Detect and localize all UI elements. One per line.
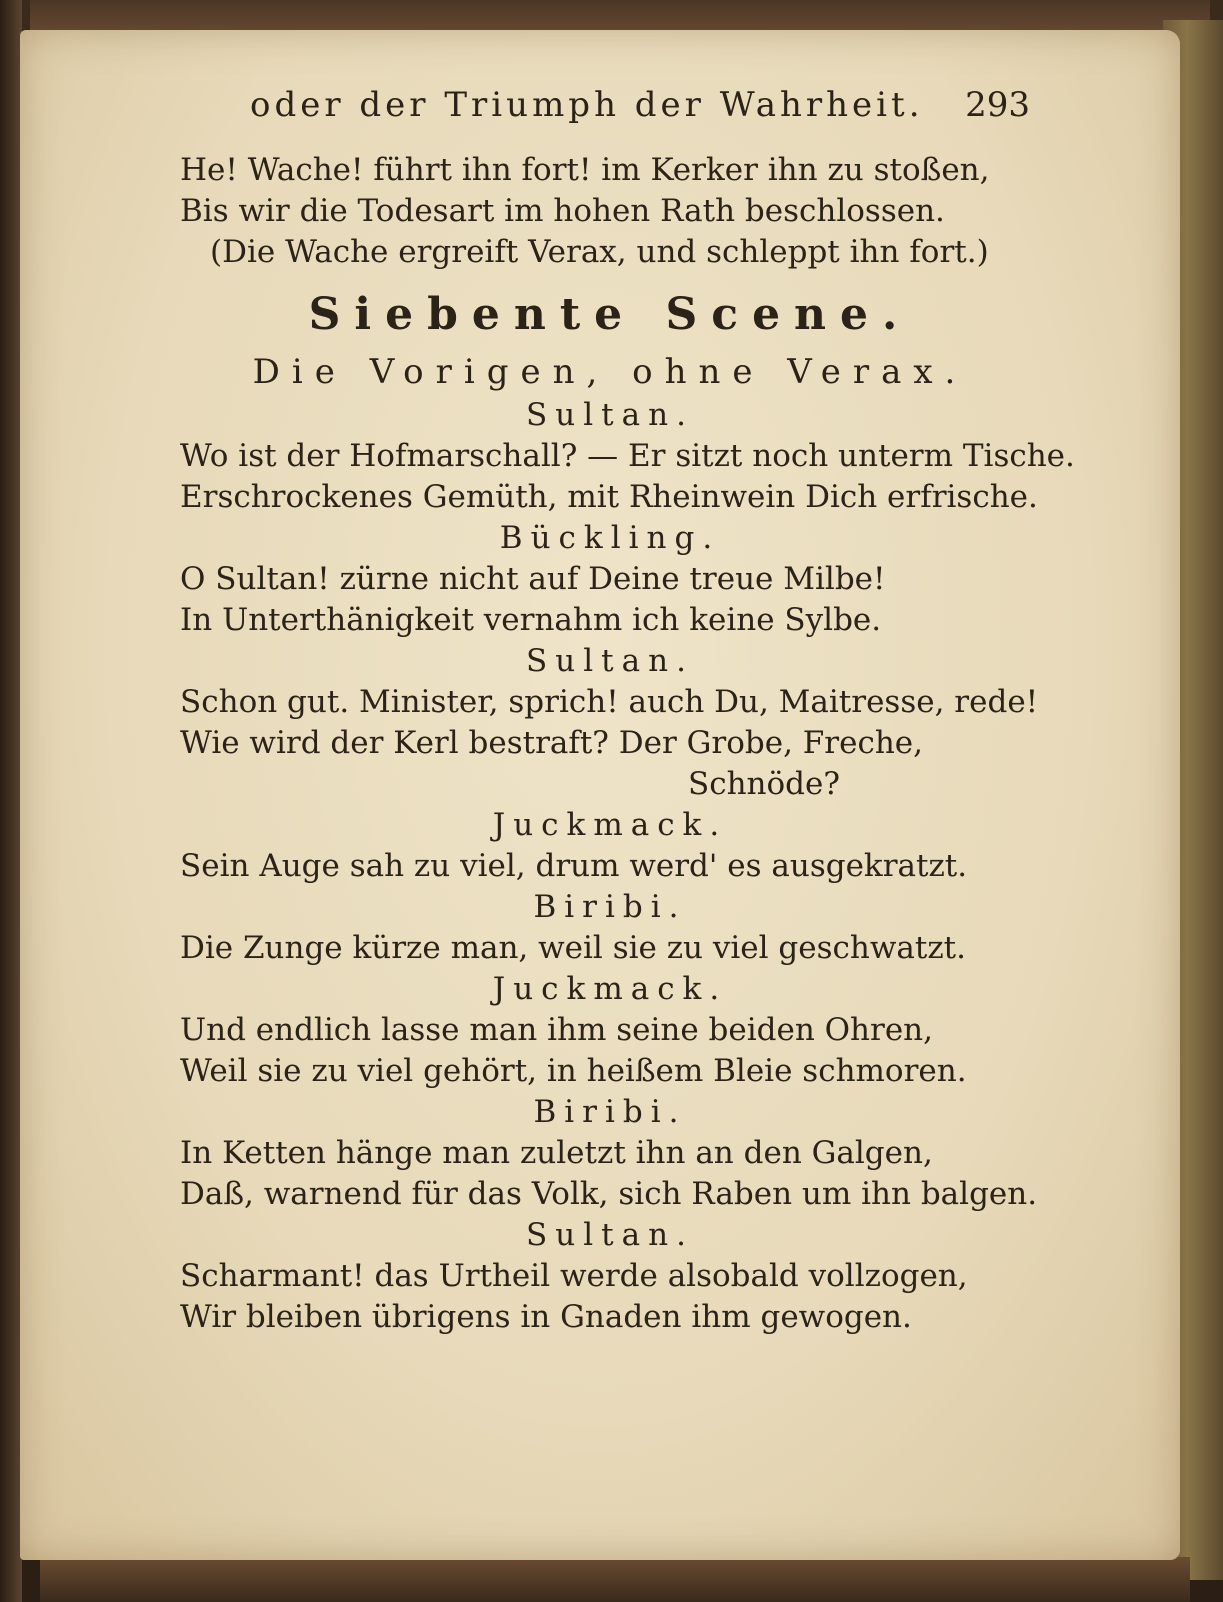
verse-line: Schon gut. Minister, sprich! auch Du, Maitresse, rede! bbox=[180, 684, 1039, 720]
play-text bbox=[180, 150, 1075, 1338]
verse-line: Sein Auge sah zu viel, drum werd' es ausgekratzt. bbox=[180, 848, 968, 884]
book-cover-bottom-edge bbox=[40, 1557, 1190, 1602]
speaker-name: Biribi. bbox=[533, 1094, 687, 1130]
verse-line: In Unterthänigkeit vernahm ich keine Sylbe. bbox=[180, 602, 882, 638]
verse-line: Erschrockenes Gemüth, mit Rheinwein Dich erfrische. bbox=[180, 479, 1038, 515]
page-header bbox=[250, 85, 1030, 135]
page-number: 293 bbox=[965, 85, 1030, 125]
paper-page bbox=[20, 30, 1180, 1560]
speaker-name: Juckmack. bbox=[492, 971, 728, 1007]
speaker-name: Juckmack. bbox=[492, 807, 728, 843]
verse-line: Daß, warnend für das Volk, sich Raben um ihn balgen. bbox=[180, 1176, 1038, 1212]
verse-line: Weil sie zu viel gehört, in heißem Bleie schmoren. bbox=[180, 1053, 967, 1089]
verse-line: Bis wir die Todesart im hohen Rath beschlossen. bbox=[180, 193, 945, 229]
verse-line: Die Zunge kürze man, weil sie zu viel geschwatzt. bbox=[180, 930, 966, 966]
speaker-name: Sultan. bbox=[526, 397, 694, 433]
book-spine-edge bbox=[0, 0, 22, 1602]
speaker-name: Biribi. bbox=[533, 889, 687, 925]
verse-line: Und endlich lasse man ihm seine beiden Ohren, bbox=[180, 1012, 934, 1048]
verse-line-continuation: Schnöde? bbox=[687, 766, 840, 802]
scene-title: Siebente Scene. bbox=[308, 289, 912, 340]
verse-line: In Ketten hänge man zuletzt ihn an den Galgen, bbox=[180, 1135, 933, 1171]
running-title: oder der Triumph der Wahrheit. bbox=[250, 85, 924, 125]
verse-line: O Sultan! zürne nicht auf Deine treue Milbe! bbox=[180, 561, 886, 597]
speaker-name: Sultan. bbox=[526, 643, 694, 679]
speaker-name: Sultan. bbox=[526, 1217, 694, 1253]
verse-line: Wo ist der Hofmarschall? — Er sitzt noch unterm Tische. bbox=[180, 438, 1075, 474]
verse-line: Wie wird der Kerl bestraft? Der Grobe, Freche, bbox=[180, 725, 924, 761]
verse-line: Wir bleiben übrigens in Gnaden ihm gewogen. bbox=[180, 1299, 912, 1335]
stage-direction: (Die Wache ergreift Verax, und schleppt ihn fort.) bbox=[210, 234, 989, 270]
speaker-name: Bückling. bbox=[499, 520, 721, 556]
verse-line: Scharmant! das Urtheil werde alsobald vollzogen, bbox=[180, 1258, 968, 1294]
verse-line: He! Wache! führt ihn fort! im Kerker ihn zu stoßen, bbox=[180, 152, 990, 188]
scene-characters: Die Vorigen, ohne Verax. bbox=[252, 352, 968, 392]
